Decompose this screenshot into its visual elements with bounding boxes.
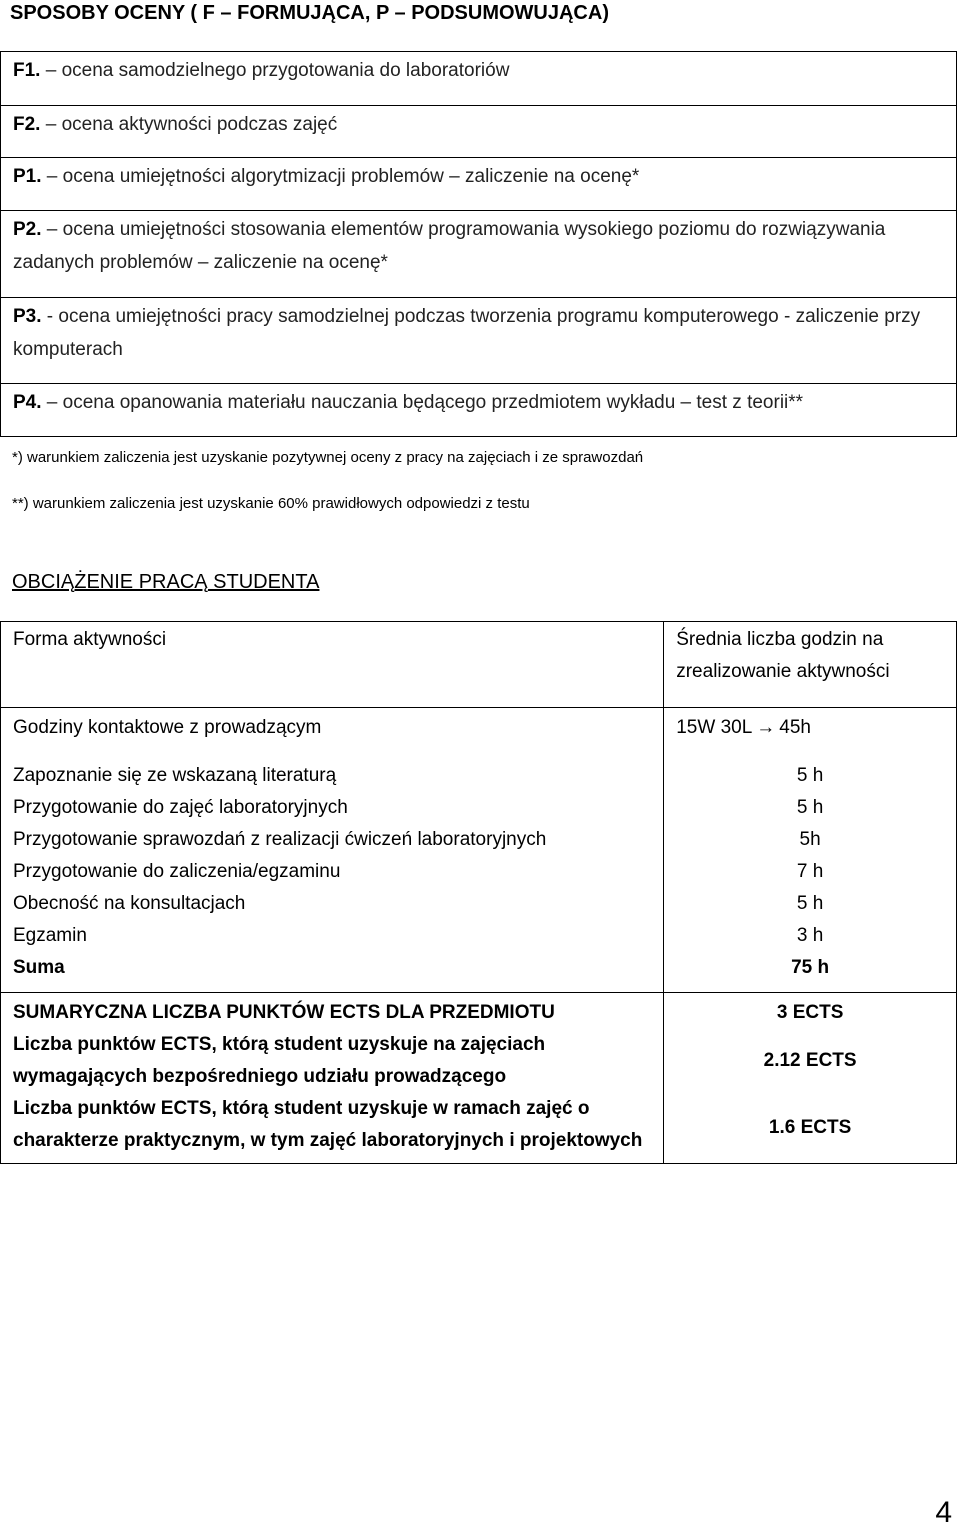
method-code: P1.	[13, 166, 42, 187]
ects-contact-value: 2.12 ECTS	[664, 1029, 957, 1093]
ects-contact-row	[1, 1029, 957, 1093]
method-row	[1, 211, 957, 298]
activity-label: Przygotowanie do zajęć laboratoryjnych	[13, 796, 348, 818]
self-study-row	[1, 756, 957, 993]
method-cell	[1, 106, 957, 158]
method-row	[1, 52, 957, 106]
page-title: SPOSOBY OCENY ( F – FORMUJĄCA, P – PODSUMOWUJĄCA)	[10, 2, 609, 24]
method-row	[1, 384, 957, 437]
method-text: - ocena umiejętności pracy samodzielnej podczas tworzenia programu komputerowego - zaliczenie przy komputerach	[13, 306, 921, 360]
method-cell	[1, 298, 957, 384]
ects-practical-label: Liczba punktów ECTS, którą student uzyskuje w ramach zajęć o charakterze praktycznym, w tym zajęć laboratoryjnych i projektowych	[1, 1093, 664, 1164]
ects-total-value: 3 ECTS	[664, 992, 957, 1029]
method-code: F1.	[13, 60, 41, 81]
method-row	[1, 106, 957, 158]
activity-hours: 7 h	[796, 860, 824, 882]
contact-hours-label: Godziny kontaktowe z prowadzącym	[1, 708, 664, 756]
contact-hours-total: 45h	[779, 717, 811, 738]
self-study-values	[664, 756, 957, 993]
method-code: F2.	[13, 114, 41, 135]
method-cell	[1, 384, 957, 437]
workload-heading: OBCIĄŻENIE PRACĄ STUDENTA	[12, 571, 320, 593]
contact-hours-row	[1, 708, 957, 756]
method-text: – ocena samodzielnego przygotowania do laboratoriów	[40, 60, 510, 81]
activity-label: Obecność na konsultacjach	[13, 892, 246, 914]
page-number: 4	[935, 1496, 952, 1529]
activity-hours: 5h	[799, 828, 821, 850]
activity-hours: 5 h	[796, 796, 824, 818]
assessment-methods-table	[0, 51, 957, 437]
method-code: P3.	[13, 306, 42, 327]
ects-practical-row	[1, 1093, 957, 1164]
self-study-labels	[1, 756, 664, 993]
method-text: – ocena umiejętności stosowania elementów programowania wysokiego poziomu do rozwiązywania zadanych problemów – zaliczenie na ocenę*	[13, 219, 886, 273]
activity-label: Przygotowanie do zaliczenia/egzaminu	[13, 860, 341, 882]
sum-value: 75 h	[791, 956, 830, 978]
workload-header-row	[1, 622, 957, 708]
method-text: – ocena umiejętności algorytmizacji problemów – zaliczenie na ocenę*	[41, 166, 640, 187]
sum-label: Suma	[13, 956, 65, 978]
method-code: P2.	[13, 219, 42, 240]
method-cell	[1, 52, 957, 106]
method-text: – ocena opanowania materiału nauczania będącego przedmiotem wykładu – test z teorii**	[41, 392, 804, 413]
method-cell	[1, 211, 957, 298]
activity-label: Przygotowanie sprawozdań z realizacji ćwiczeń laboratoryjnych	[13, 828, 547, 850]
activity-hours: 3 h	[796, 924, 824, 946]
contact-hours-value	[664, 708, 957, 756]
activity-label: Zapoznanie się ze wskazaną literaturą	[13, 764, 337, 786]
workload-table	[0, 621, 957, 1164]
method-cell	[1, 158, 957, 211]
footnote-double-star: **) warunkiem zaliczenia jest uzyskanie 60% prawidłowych odpowiedzi z testu	[12, 495, 530, 512]
activity-column-header: Forma aktywności	[1, 622, 664, 708]
ects-contact-label: Liczba punktów ECTS, którą student uzyskuje na zajęciach wymagających bezpośredniego udziału prowadzącego	[1, 1029, 664, 1093]
ects-practical-value: 1.6 ECTS	[664, 1093, 957, 1164]
method-text: – ocena aktywności podczas zajęć	[40, 114, 338, 135]
footnote-single-star: *) warunkiem zaliczenia jest uzyskanie pozytywnej oceny z pracy na zajęciach i ze sprawozdań	[12, 449, 644, 466]
method-code: P4.	[13, 392, 42, 413]
arrow-right-icon: →	[756, 717, 776, 738]
activity-label: Egzamin	[13, 924, 87, 946]
method-row	[1, 298, 957, 384]
ects-total-label: SUMARYCZNA LICZBA PUNKTÓW ECTS DLA PRZEDMIOTU	[1, 992, 664, 1029]
hours-column-header: Średnia liczba godzin na zrealizowanie aktywności	[664, 622, 957, 708]
ects-total-row	[1, 992, 957, 1029]
activity-hours: 5 h	[796, 764, 824, 786]
method-row	[1, 158, 957, 211]
activity-hours: 5 h	[796, 892, 824, 914]
contact-hours-split: 15W 30L	[676, 717, 753, 738]
